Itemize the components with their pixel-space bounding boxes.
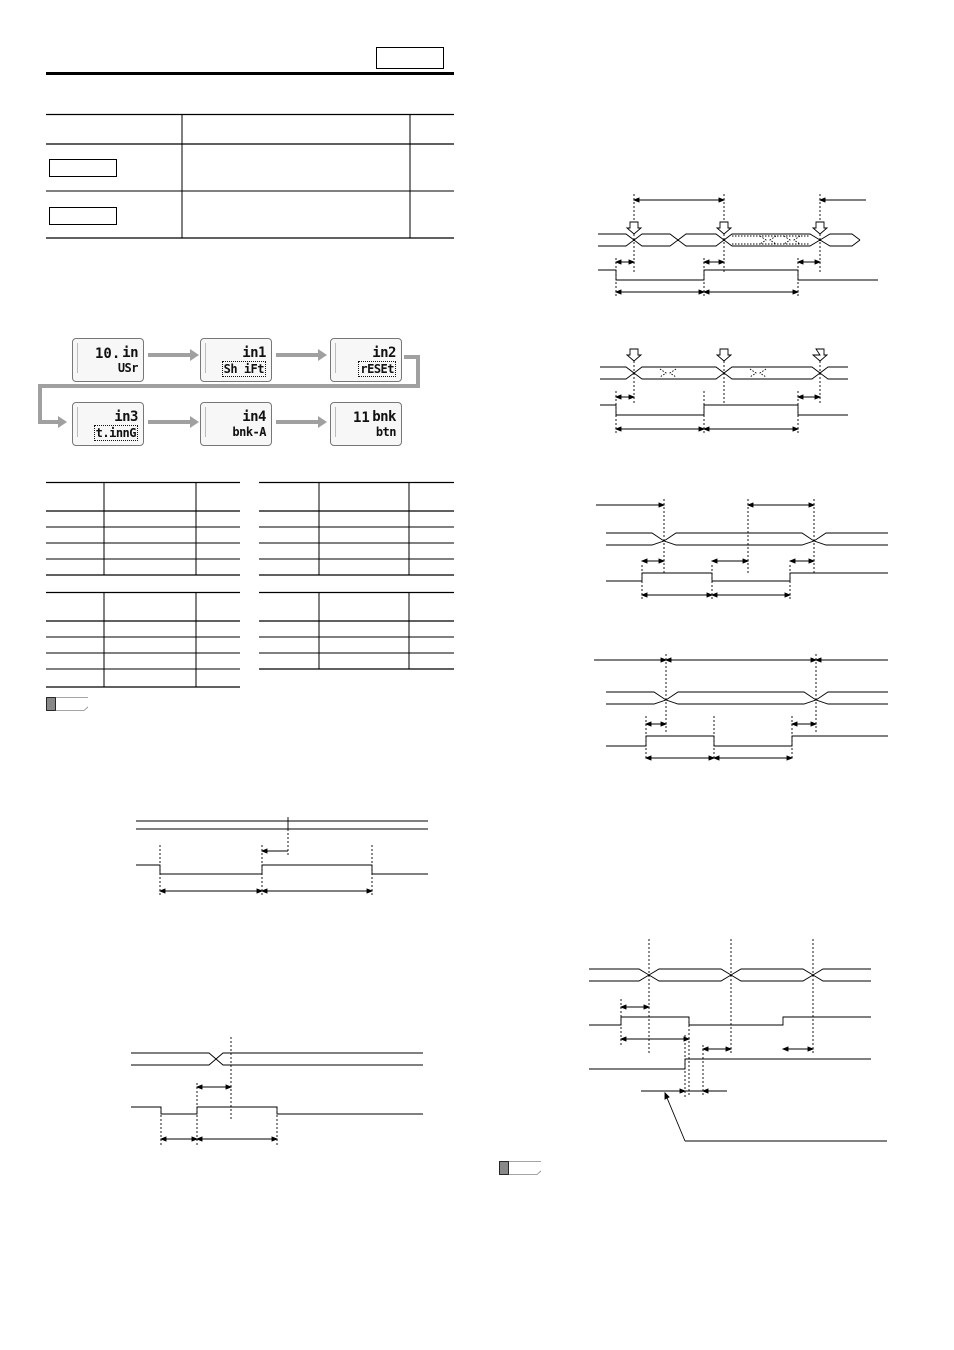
timing-chart-left-2 [125,1035,435,1155]
lcd-top-text: in1 [242,345,266,361]
down-arrow-icon [627,222,641,234]
note-icon [499,1161,541,1175]
lcd-number: 10. [95,346,121,362]
timing-chart-right-2 [590,345,885,440]
timing-chart-left-1 [130,815,440,905]
lcd-number: 11 [353,410,370,426]
lcd-top-text: in [122,345,138,361]
timing-chart-right-1 [590,192,885,302]
lcd-top-text: in3 [114,409,138,425]
right-arrow-icon [276,349,327,361]
down-arrow-icon [717,349,731,361]
lcd-top-text: in2 [372,345,396,361]
right-arrow-icon [148,349,199,361]
lcd-bottom-text: btn [375,425,396,439]
lcd-top-text: bnk [372,409,396,425]
down-arrow-icon [627,349,641,361]
timing-chart-right-3 [590,495,890,605]
timing-chart-right-5 [585,935,890,1150]
lcd-bottom-text: bnk-A [232,425,266,439]
parameter-tables-grid [46,482,456,688]
wrap-arrow-icon [40,357,418,428]
lcd-top-text: in4 [242,409,266,425]
note-icon [46,697,88,711]
lcd-bottom-text: USr [117,361,138,375]
lcd-selected-option: rESEt [360,362,394,376]
down-arrow-icon [717,222,731,234]
right-arrow-icon [276,416,327,428]
lcd-selected-option: Sh iFt [223,362,264,376]
right-arrow-icon [148,416,199,428]
timing-chart-right-4 [590,650,890,765]
down-arrow-icon [813,222,827,234]
sequence-arrows [0,0,460,460]
lcd-selected-option: t.innG [95,426,136,440]
down-arrow-icon [813,349,827,361]
